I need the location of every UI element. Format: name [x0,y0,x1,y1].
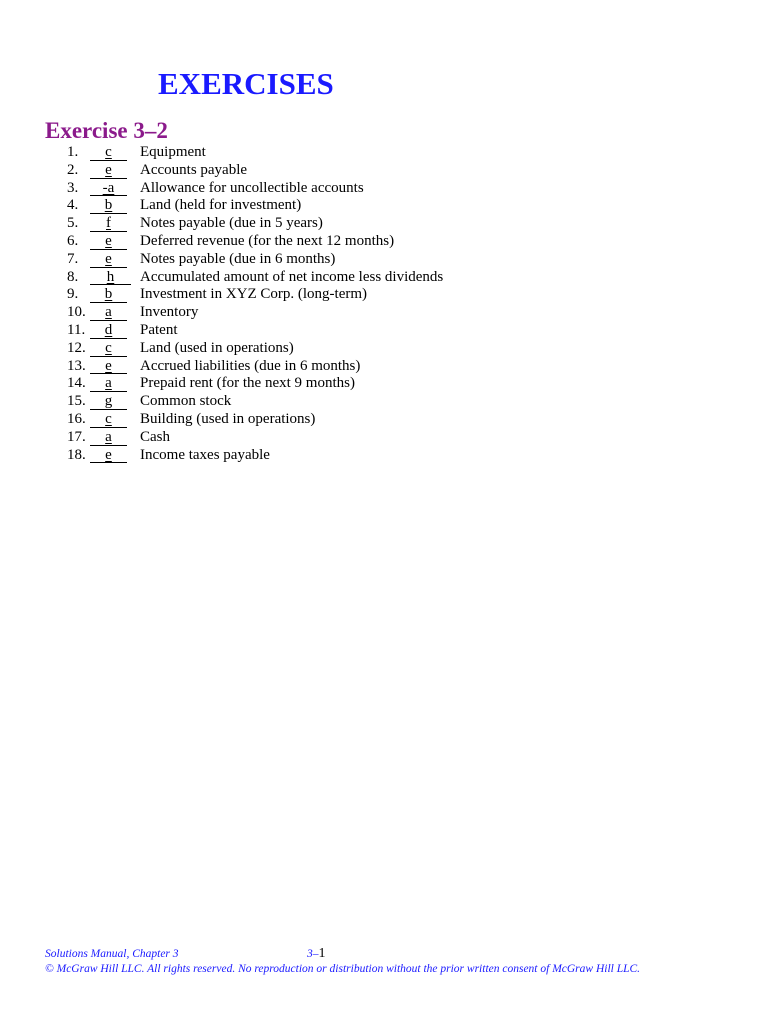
item-number: 15. [67,393,86,410]
item-answer: f [90,215,127,233]
item-description: Accumulated amount of net income less dividends [140,268,444,285]
item-number: 7. [67,250,79,267]
item-description: Inventory [140,304,199,321]
item-description: Accrued liabilities (due in 6 months) [140,357,361,374]
item-description: Patent [140,321,178,338]
item-number: 13. [67,357,86,374]
item-number: 11. [67,321,86,338]
item-answer: a [90,429,127,447]
item-number: 5. [67,215,79,232]
page-number: 1 [318,946,326,961]
item-answer: c [90,144,127,162]
item-number: 16. [67,410,86,427]
footer-top-line [45,946,745,962]
item-number: 1. [67,144,79,160]
item-description: Cash [140,428,170,445]
footer-copyright: © McGraw Hill LLC. All rights reserved. No reproduction or distribution without the prior written consent of McGraw Hill LLC. [45,963,641,975]
item-number: 3. [67,179,79,196]
footer-page-number [307,946,326,962]
item-number: 17. [67,428,86,445]
item-description: Investment in XYZ Corp. (long-term) [140,286,368,303]
item-number: 9. [67,286,79,303]
item-description: Allowance for uncollectible accounts [140,179,364,196]
exercise-title: Exercise 3–2 [45,118,168,143]
footer-chapter: Solutions Manual, Chapter 3 [45,948,179,960]
item-answer: a [90,375,127,393]
item-answer: e [90,358,127,376]
item-description: Common stock [140,393,232,410]
item-description: Land (held for investment) [140,197,302,214]
page-footer [45,946,745,976]
item-answer: a [90,304,127,322]
item-answer: c [90,411,127,429]
item-description: Accounts payable [140,161,248,178]
item-answer: c [90,340,127,358]
item-number: 2. [67,161,79,178]
item-description: Land (used in operations) [140,339,294,356]
item-number: 12. [67,339,86,356]
item-description: Income taxes payable [140,446,270,463]
item-answer: b [90,286,127,304]
item-answer: e [90,233,127,251]
item-number: 8. [67,268,79,285]
item-description: Notes payable (due in 6 months) [140,250,336,267]
item-number: 14. [67,375,86,392]
item-description: Deferred revenue (for the next 12 months) [140,232,395,249]
item-answer: -a [90,180,127,198]
item-answer: g [90,393,127,411]
item-answer: e [90,447,127,465]
page-heading: EXERCISES [158,66,334,101]
item-number: 6. [67,232,79,249]
item-answer: d [90,322,127,340]
item-description: Notes payable (due in 5 years) [140,215,323,232]
item-number: 10. [67,304,86,321]
item-number: 18. [67,446,86,463]
item-answer: e [90,251,127,269]
item-description: Building (used in operations) [140,410,316,427]
item-number: 4. [67,197,79,214]
item-answer: h [90,269,131,287]
page-prefix: 3– [307,948,319,960]
item-description: Equipment [140,144,206,160]
item-answer: b [90,197,127,215]
item-description: Prepaid rent (for the next 9 months) [140,375,355,392]
item-answer: e [90,162,127,180]
